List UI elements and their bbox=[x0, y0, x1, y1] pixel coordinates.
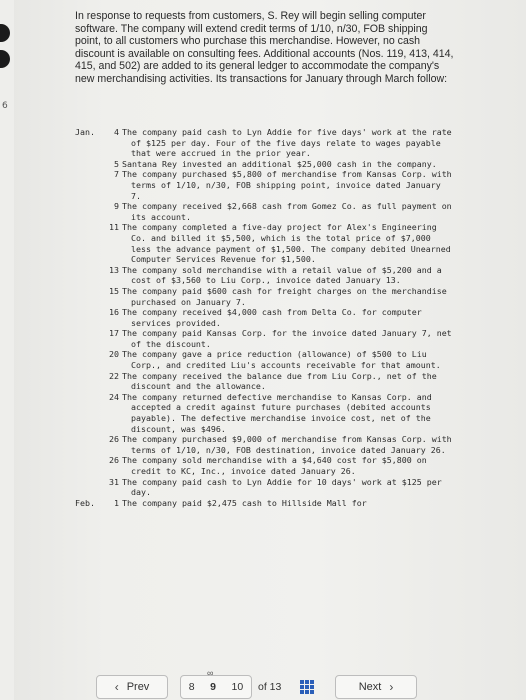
entry-day: 1 bbox=[114, 497, 119, 508]
transaction-entry bbox=[75, 286, 455, 307]
transaction-entry bbox=[75, 127, 455, 159]
entry-day: 13 bbox=[109, 264, 119, 275]
entry-text: The company paid $600 cash for freight charges on the merchandise purchased on January 7. bbox=[122, 285, 447, 307]
entry-day: 16 bbox=[109, 307, 119, 318]
transaction-entry bbox=[75, 434, 455, 455]
entry-text: The company purchased $9,000 of merchandise from Kansas Corp. with terms of 1/10, n/30, FOB destination, invoice dated January 26. bbox=[122, 434, 452, 455]
entry-day: 20 bbox=[109, 349, 119, 360]
circle-marker-icon bbox=[0, 50, 10, 68]
next-label: Next bbox=[358, 681, 382, 693]
entry-text: The company paid $2,475 cash to Hillside Mall for bbox=[122, 497, 367, 508]
link-icon: ∞ bbox=[207, 668, 214, 678]
transaction-entry bbox=[75, 307, 455, 328]
entry-text: The company received $4,000 cash from Delta Co. for computer services provided. bbox=[122, 307, 422, 328]
entry-month: Feb. bbox=[75, 497, 95, 508]
entry-day: 17 bbox=[109, 328, 119, 339]
entry-day: 9 bbox=[114, 201, 119, 212]
entry-text: The company purchased $5,800 of merchandise from Kansas Corp. with terms of 1/10, n/30, FOB shipping point, invoice dated January 7. bbox=[122, 169, 452, 201]
entry-day: 7 bbox=[114, 169, 119, 180]
entry-day: 24 bbox=[109, 391, 119, 402]
pagination-footer bbox=[0, 668, 526, 700]
problem-intro: In response to requests from customers, S. Rey will begin selling computer software. The company will extend credit terms of 1/10, n/30, FOB shipping point, to all customers who purchase this merchandise. However, no cash discount is available on consulting fees. Additional accounts (Nos. 119, 413, 414, 415, and 502) are added to its general ledger to accommodate the company's new merchandising activities. Its transactions for January through March follow: bbox=[75, 10, 454, 85]
prev-button[interactable] bbox=[96, 675, 168, 699]
chevron-left-icon: ‹ bbox=[114, 680, 119, 694]
entry-day: 5 bbox=[114, 158, 119, 169]
transaction-entry bbox=[75, 477, 455, 498]
entry-text: The company paid cash to Lyn Addie for five days' work at the rate of $125 per day. Four of the five days relate to wages payable that were accrued in the prior year. bbox=[122, 127, 452, 159]
entry-text: The company sold merchandise with a retail value of $5,200 and a cost of $3,560 to Liu Corp., invoice dated January 13. bbox=[122, 264, 442, 286]
entry-day: 31 bbox=[109, 476, 119, 487]
chevron-right-icon: › bbox=[389, 680, 394, 694]
transaction-entry bbox=[75, 159, 455, 170]
grid-view-icon[interactable] bbox=[300, 680, 314, 694]
entry-text: The company completed a five-day project for Alex's Engineering Co. and billed it $5,500, which is the total price of $7,000 less the advance payment of $1,500. The company debited Unearned Computer Services Revenue for $1,500. bbox=[122, 222, 451, 265]
transaction-entry bbox=[75, 455, 455, 476]
entry-text: The company received $2,668 cash from Gomez Co. as full payment on its account. bbox=[122, 201, 452, 222]
page-link-current[interactable]: 9 bbox=[210, 681, 216, 693]
entry-day: 22 bbox=[109, 370, 119, 381]
transaction-entry bbox=[75, 201, 455, 222]
entry-text: The company paid Kansas Corp. for the invoice dated January 7, net of the discount. bbox=[122, 328, 452, 349]
next-button[interactable] bbox=[335, 675, 417, 699]
transaction-entry bbox=[75, 222, 455, 264]
transaction-entry bbox=[75, 349, 455, 370]
entry-text: The company paid cash to Lyn Addie for 10 days' work at $125 per day. bbox=[122, 476, 442, 498]
entry-day: 4 bbox=[114, 127, 119, 137]
entry-day: 26 bbox=[109, 434, 119, 445]
entry-text: The company gave a price reduction (allowance) of $500 to Liu Corp., and credited Liu's accounts receivable for that amount. bbox=[122, 349, 441, 371]
entry-day: 26 bbox=[109, 455, 119, 466]
entry-month: Jan. bbox=[75, 127, 95, 137]
entry-text: The company sold merchandise with a $4,640 cost for $5,800 on credit to KC, Inc., invoice dated January 26. bbox=[122, 455, 427, 476]
circle-marker-icon bbox=[0, 24, 10, 42]
entry-day: 11 bbox=[109, 222, 119, 233]
transaction-entry bbox=[75, 498, 455, 509]
margin-number: 6 bbox=[2, 101, 8, 111]
page-count: of 13 bbox=[258, 681, 282, 693]
entry-text: Santana Rey invested an additional $25,000 cash in the company. bbox=[122, 158, 437, 169]
transaction-entry bbox=[75, 328, 455, 349]
transaction-entry bbox=[75, 392, 455, 434]
transaction-list bbox=[75, 127, 455, 508]
prev-label: Prev bbox=[126, 681, 150, 693]
transaction-entry bbox=[75, 371, 455, 392]
page-selector bbox=[180, 675, 252, 699]
left-edge bbox=[0, 0, 14, 700]
entry-text: The company returned defective merchandise to Kansas Corp. and accepted a credit against future purchases (debited accounts payable). The defective merchandise invoice cost, net of the discount, was $496. bbox=[122, 391, 432, 434]
entry-day: 15 bbox=[109, 285, 119, 296]
page-link[interactable]: 10 bbox=[231, 681, 244, 693]
entry-text: The company received the balance due from Liu Corp., net of the discount and the allowance. bbox=[122, 370, 437, 392]
page-link[interactable]: 8 bbox=[188, 681, 195, 693]
transaction-entry bbox=[75, 169, 455, 201]
transaction-entry bbox=[75, 265, 455, 286]
